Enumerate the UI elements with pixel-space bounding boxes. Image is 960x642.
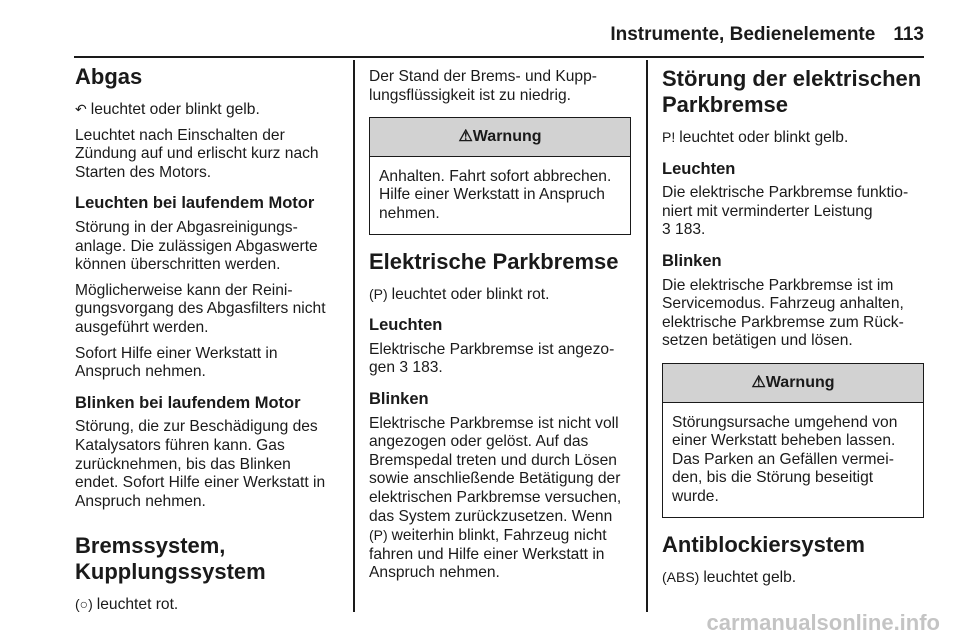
warning-box <box>662 363 924 518</box>
heading-abs: Antiblockiersystem <box>662 531 865 557</box>
heading-blinking-engine: Blinken bei laufendem Motor <box>75 393 301 412</box>
page-number: 113 <box>893 24 924 45</box>
column-2 <box>369 60 631 590</box>
brake-indicator-line: (○) leuchtet rot. <box>75 596 179 614</box>
abgas-paragraph: Leuchtet nach Einschalten der Zündung auf und erlischt kurz nach Starten des Motors. <box>75 126 319 181</box>
parking-brake-icon: (P) <box>369 285 388 302</box>
page-header <box>610 24 924 46</box>
column-1 <box>75 60 337 622</box>
column-divider <box>646 60 648 612</box>
warning-text: Anhalten. Fahrt sofort abbrechen. Hilfe einer Werkstatt in Anspruch nehmen. <box>379 167 612 222</box>
warning-header: ⚠Warnung <box>663 364 923 403</box>
header-divider <box>74 56 924 58</box>
warning-triangle-icon: ⚠ <box>458 128 473 146</box>
running-paragraph-1: Störung in der Abgasreinigungsanlage. Die zulässigen Abgaswerte können überschritten werden. <box>75 218 318 274</box>
warning-triangle-icon: ⚠ <box>751 373 766 391</box>
leuchten-paragraph: Die elektrische Parkbremse funktioniert mit verminderter Leistung 3 183. <box>662 184 909 239</box>
page-reference[interactable]: 183. <box>412 359 443 377</box>
fault-indicator-line: P! leuchtet oder blinkt gelb. <box>662 129 849 146</box>
park-indicator-line: (P) leuchtet oder blinkt rot. <box>369 285 550 303</box>
brake-warning-icon: (○) <box>75 596 93 613</box>
column-divider <box>353 60 355 612</box>
leuchten-paragraph: Elektrische Parkbremse ist angezogen 3 183. <box>369 340 615 377</box>
blinken-paragraph: Elektrische Parkbremse ist nicht voll angezogen oder gelöst. Auf das Bremspedal treten und durch Lösen sowie anschließende Betätigung der elektrischen Parkbremse versuchen, das System zurückzusetzen. Wenn (P) weiterhin blinkt, Fahrzeug nicht fahren und Hilfe einer Werkstatt in Anspruch nehmen. <box>369 414 622 582</box>
running-paragraph-3: Sofort Hilfe einer Werkstatt in Anspruch nehmen. <box>75 344 278 381</box>
parking-brake-fault-icon: P! <box>662 129 676 145</box>
parking-brake-icon: (P) <box>369 527 388 544</box>
abs-warning-icon: (ABS) <box>662 568 700 585</box>
fluid-level-paragraph: Der Stand der Brems- und Kupplungsflüssigkeit ist zu niedrig. <box>369 68 597 104</box>
heading-blinken: Blinken <box>662 251 722 270</box>
abgas-indicator-line: ↶ leuchtet oder blinkt gelb. <box>75 101 260 118</box>
blinken-paragraph: Die elektrische Parkbremse ist im Servicemodus. Fahrzeug anhalten, elektrische Parkbremse zum Rücksetzen betätigen und lösen. <box>662 276 904 350</box>
abs-indicator-line: (ABS) leuchtet gelb. <box>662 568 797 586</box>
engine-warning-icon: ↶ <box>75 101 87 117</box>
page-reference-icon: 3 <box>399 359 409 377</box>
heading-parking-brake: Elektrische Parkbremse <box>369 248 619 274</box>
heading-leuchten: Leuchten <box>662 159 736 178</box>
heading-brake-system: Bremssystem, Kupplungssystem <box>75 533 266 585</box>
section-title: Instrumente, Bedienelemente <box>610 24 876 45</box>
warning-header: ⚠Warnung <box>370 118 630 157</box>
watermark: carmanualsonline.info <box>706 610 940 635</box>
page-reference-icon: 3 <box>662 221 671 239</box>
heading-blinken: Blinken <box>369 389 429 408</box>
heading-abgas: Abgas <box>75 64 143 89</box>
page-reference[interactable]: 183. <box>675 221 706 239</box>
running-paragraph-2: Möglicherweise kann der Reinigungsvorgang des Abgasfilters nicht ausgeführt werden. <box>75 281 326 336</box>
blink-paragraph: Störung, die zur Beschädigung des Katalysators führen kann. Gas zurücknehmen, bis das Blinken endet. Sofort Hilfe einer Werkstatt in Anspruch nehmen. <box>75 418 326 510</box>
warning-text: Störungsursache umgehend von einer Werkstatt beheben lassen. Das Parken an Gefällen vermeiden, bis die Störung beseitigt wurde. <box>672 413 898 505</box>
heading-parking-brake-fault: Störung der elektrischen Parkbremse <box>662 66 922 117</box>
warning-box <box>369 117 631 234</box>
heading-leuchten: Leuchten <box>369 316 443 335</box>
heading-running-engine: Leuchten bei laufendem Motor <box>75 194 315 213</box>
column-3 <box>662 60 924 594</box>
